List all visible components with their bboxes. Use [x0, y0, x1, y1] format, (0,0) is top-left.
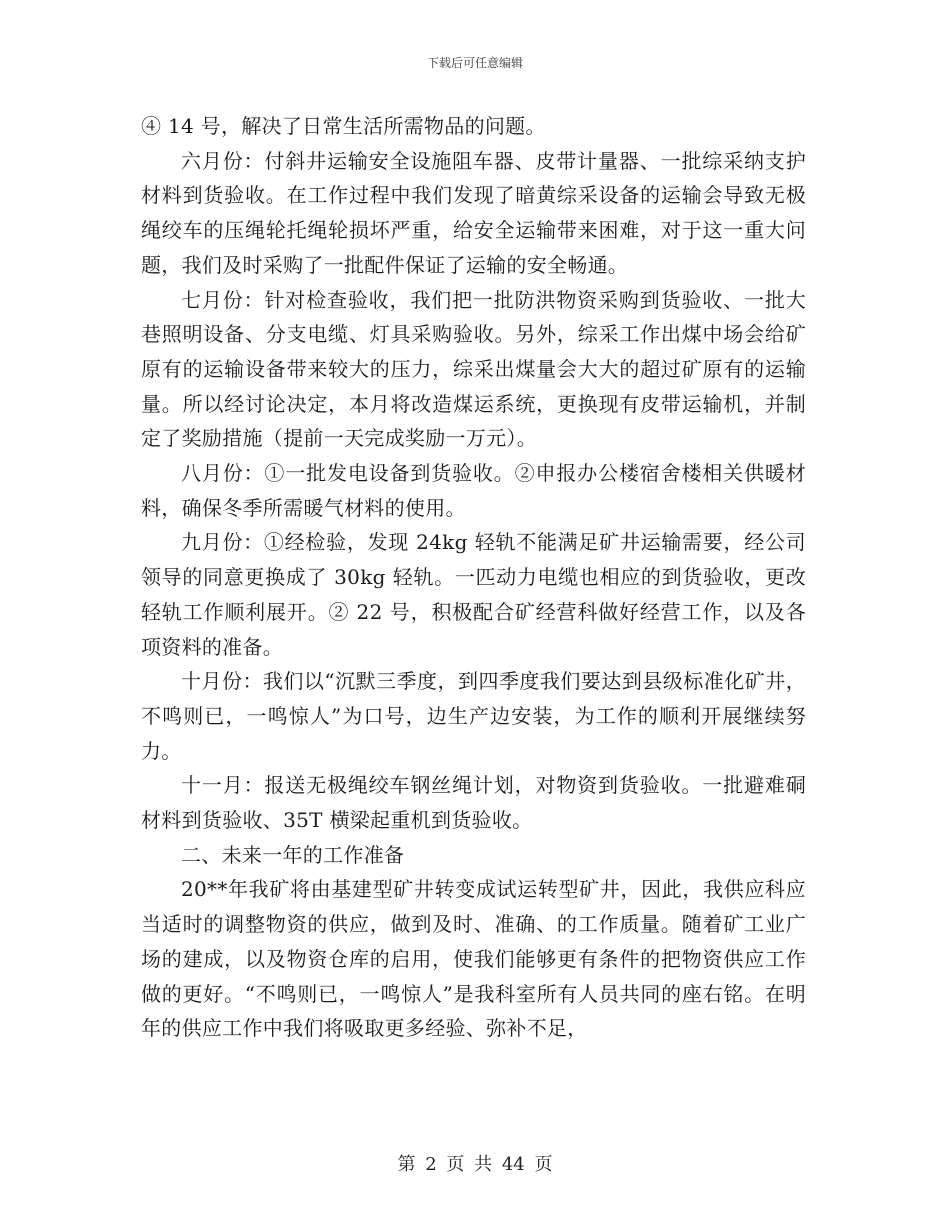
section-heading: 二、未来一年的工作准备 — [181, 842, 405, 867]
paragraph-item-14: ④ 14 号，解决了日常生活所需物品的问题。 — [141, 114, 546, 138]
header-note: 下载后可任意编辑 — [426, 56, 523, 70]
page-number: 第 2 页 共 44 页 — [397, 1154, 553, 1175]
document-body — [141, 109, 806, 1046]
paragraph-september: 九月份：①经检验，发现 24kg 轻轨不能满足矿井运输需要，经公司领导的同意更换成了 30kg 轻轨。一匹动力电缆也相应的到货验收，更改轻轨工作顺利展开。② 22 号，积极配合矿经营科做好经营工作，以及各项资料的准备。 — [141, 530, 806, 659]
paragraph-october: 十月份：我们以“沉默三季度，到四季度我们要达到县级标准化矿井，不鸣则已，一鸣惊人”为口号，边生产边安装，为工作的顺利开展继续努力。 — [141, 669, 806, 763]
paragraph-next-year: 20**年我矿将由基建型矿井转变成试运转型矿井，因此，我供应科应当适时的调整物资的供应，做到及时、准确、的工作质量。随着矿工业广场的建成，以及物资仓库的启用，使我们能够更有条件的把物资供应工作做的更好。“不鸣则已，一鸣惊人”是我科室所有人员共同的座右铭。在明年的供应工作中我们将吸取更多经验、弥补不足， — [141, 877, 806, 1041]
paragraph-june: 六月份：付斜井运输安全设施阻车器、皮带计量器、一批综采纳支护材料到货验收。在工作过程中我们发现了暗黄综采设备的运输会导致无极绳绞车的压绳轮托绳轮损坏严重，给安全运输带来困难，对于这一重大问题，我们及时采购了一批配件保证了运输的安全畅通。 — [141, 148, 806, 277]
paragraph-november: 十一月：报送无极绳绞车钢丝绳计划，对物资到货验收。一批避难硐材料到货验收、35T 横梁起重机到货验收。 — [141, 773, 806, 833]
paragraph-july: 七月份：针对检查验收，我们把一批防洪物资采购到货验收、一批大巷照明设备、分支电缆、灯具采购验收。另外，综采工作出煤中场会给矿原有的运输设备带来较大的压力，综采出煤量会大大的超过矿原有的运输量。所以经讨论决定，本月将改造煤运系统，更换现有皮带运输机，并制定了奖励措施（提前一天完成奖励一万元）。 — [141, 287, 806, 451]
paragraph-august: 八月份：①一批发电设备到货验收。②申报办公楼宿舍楼相关供暖材料，确保冬季所需暖气材料的使用。 — [141, 461, 806, 520]
